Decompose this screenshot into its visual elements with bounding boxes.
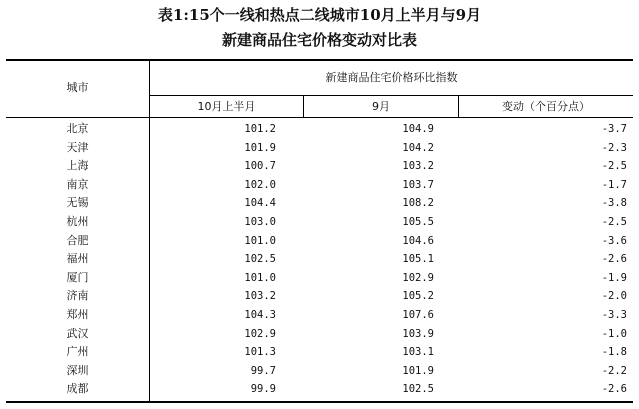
city-name: 福州 <box>66 252 89 266</box>
change-value: -3.6 <box>601 234 627 247</box>
september-index: 107.6 <box>402 308 434 321</box>
header-bottom-rule <box>6 117 633 118</box>
oct-first-half-index: 103.0 <box>244 215 276 228</box>
september-index: 105.1 <box>402 253 434 266</box>
september-index: 104.9 <box>402 123 434 135</box>
city-name: 合肥 <box>66 233 89 247</box>
change-value: -3.8 <box>601 197 627 210</box>
change-value: -2.3 <box>601 141 627 154</box>
city-name: 济南 <box>66 289 89 303</box>
header-september: 9月 <box>372 100 390 113</box>
header-change: 变动（个百分点） <box>502 100 590 113</box>
city-name: 厦门 <box>66 270 89 284</box>
september-index: 108.2 <box>402 197 434 210</box>
city-name: 天津 <box>66 140 89 154</box>
table-row <box>6 250 633 269</box>
change-value: -1.0 <box>601 327 627 340</box>
september-index: 103.9 <box>402 327 434 340</box>
oct-first-half-index: 101.0 <box>244 234 276 247</box>
september-index: 103.2 <box>402 160 434 173</box>
oct-first-half-index: 99.9 <box>250 383 276 396</box>
september-index: 103.7 <box>402 178 434 191</box>
table-row <box>6 287 633 306</box>
city-name: 深圳 <box>66 363 89 377</box>
header-oct-first-half: 10月上半月 <box>197 100 256 113</box>
table-row <box>6 380 633 399</box>
september-index: 102.5 <box>402 383 434 396</box>
change-value: -3.3 <box>601 308 627 321</box>
header-group-rule <box>149 95 633 96</box>
price-comparison-table <box>6 59 633 403</box>
table-bottom-rule <box>6 401 633 403</box>
city-name: 广州 <box>66 345 89 359</box>
city-name: 无锡 <box>66 196 89 210</box>
oct-first-half-index: 102.9 <box>244 327 276 340</box>
table-row <box>6 139 633 158</box>
september-index: 101.9 <box>402 364 434 377</box>
change-value: -3.7 <box>601 123 627 135</box>
oct-first-half-index: 101.2 <box>244 123 276 135</box>
oct-first-half-index: 104.3 <box>244 308 276 321</box>
header-index-group: 新建商品住宅价格环比指数 <box>325 71 458 84</box>
oct-first-half-index: 99.7 <box>250 364 276 377</box>
oct-first-half-index: 101.3 <box>244 346 276 359</box>
city-name: 郑州 <box>66 307 89 321</box>
oct-first-half-index: 100.7 <box>244 160 276 173</box>
oct-first-half-index: 103.2 <box>244 290 276 303</box>
september-index: 104.6 <box>402 234 434 247</box>
city-name: 武汉 <box>66 326 89 340</box>
table-row <box>6 213 633 232</box>
september-index: 104.2 <box>402 141 434 154</box>
table-top-rule <box>6 59 633 61</box>
september-index: 105.2 <box>402 290 434 303</box>
oct-first-half-index: 101.9 <box>244 141 276 154</box>
table-row <box>6 194 633 213</box>
change-value: -1.7 <box>601 178 627 191</box>
table-row <box>6 325 633 344</box>
city-name: 南京 <box>66 177 89 191</box>
change-value: -1.9 <box>601 271 627 284</box>
change-value: -2.2 <box>601 364 627 377</box>
oct-first-half-index: 102.5 <box>244 253 276 266</box>
table-body <box>6 120 633 399</box>
table-row <box>6 343 633 362</box>
table-row <box>6 269 633 288</box>
city-name: 北京 <box>66 122 89 135</box>
header-city: 城市 <box>66 81 89 94</box>
table-row <box>6 176 633 195</box>
table-row <box>6 120 633 139</box>
change-value: -2.0 <box>601 290 627 303</box>
change-value: -2.6 <box>601 383 627 396</box>
city-name: 成都 <box>66 382 89 396</box>
city-name: 上海 <box>66 159 89 173</box>
table-row <box>6 232 633 251</box>
oct-first-half-index: 104.4 <box>244 197 276 210</box>
change-value: -1.8 <box>601 346 627 359</box>
oct-first-half-index: 102.0 <box>244 178 276 191</box>
table-subtitle: 新建商品住宅价格变动对比表 <box>221 31 417 49</box>
september-index: 103.1 <box>402 346 434 359</box>
table-row <box>6 362 633 381</box>
september-index: 105.5 <box>402 215 434 228</box>
table-row <box>6 306 633 325</box>
table-title: 表1:15个一线和热点二线城市10月上半月与9月 <box>157 6 482 24</box>
september-index: 102.9 <box>402 271 434 284</box>
city-name: 杭州 <box>66 214 89 228</box>
change-value: -2.6 <box>601 253 627 266</box>
change-value: -2.5 <box>601 160 627 173</box>
table-row <box>6 157 633 176</box>
change-value: -2.5 <box>601 215 627 228</box>
oct-first-half-index: 101.0 <box>244 271 276 284</box>
